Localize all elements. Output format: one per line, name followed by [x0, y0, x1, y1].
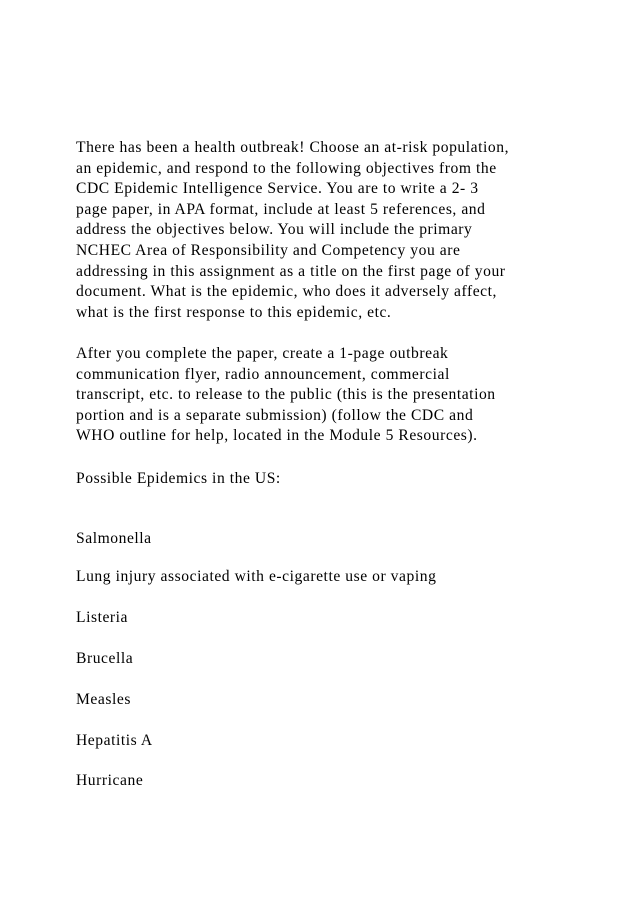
- intro-paragraph: [76, 138, 616, 323]
- epidemic-item: Lung injury associated with e-cigarette use or vaping: [76, 568, 437, 585]
- instructions-paragraph: [76, 344, 616, 447]
- epidemics-heading: Possible Epidemics in the US:: [76, 470, 281, 487]
- paragraph-line: addressing in this assignment as a title on the first page of your: [76, 262, 506, 280]
- paragraph-line: an epidemic, and respond to the following objectives from the: [76, 159, 497, 177]
- paragraph-line: document. What is the epidemic, who does it adversely affect,: [76, 283, 497, 301]
- paragraph-line: portion and is a separate submission) (follow the CDC and: [76, 406, 474, 424]
- paragraph-line: There has been a health outbreak! Choose an at-risk population,: [76, 139, 510, 156]
- paragraph-line: communication flyer, radio announcement, commercial: [76, 365, 450, 383]
- epidemic-item: Brucella: [76, 650, 134, 667]
- paragraph-line: WHO outline for help, located in the Module 5 Resources).: [76, 427, 478, 445]
- epidemic-item: Hurricane: [76, 772, 144, 789]
- epidemic-item: Measles: [76, 691, 131, 708]
- paragraph-line: page paper, in APA format, include at least 5 references, and: [76, 200, 486, 218]
- paragraph-line: After you complete the paper, create a 1-page outbreak: [76, 345, 449, 362]
- paragraph-line: transcript, etc. to release to the public (this is the presentation: [76, 386, 496, 404]
- paragraph-line: CDC Epidemic Intelligence Service. You are to write a 2- 3: [76, 180, 479, 198]
- paragraph-line: what is the first response to this epidemic, etc.: [76, 303, 392, 321]
- paragraph-line: address the objectives below. You will include the primary: [76, 221, 473, 239]
- epidemic-item: Hepatitis A: [76, 732, 153, 749]
- epidemic-item: Salmonella: [76, 530, 152, 547]
- paragraph-line: NCHEC Area of Responsibility and Competency you are: [76, 241, 461, 259]
- epidemic-item: Listeria: [76, 609, 129, 626]
